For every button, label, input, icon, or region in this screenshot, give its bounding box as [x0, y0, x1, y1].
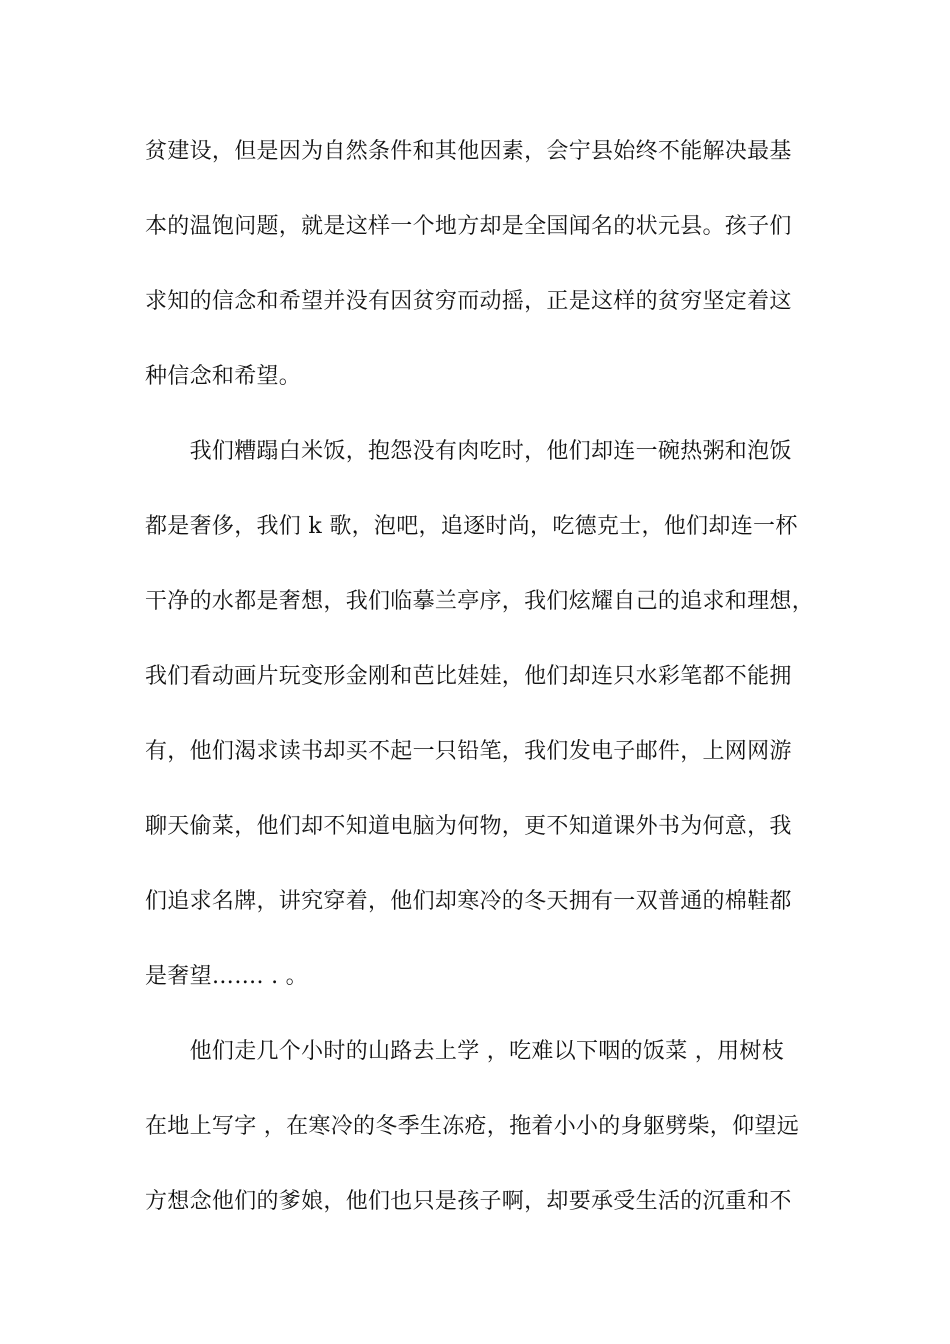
text-line: 是奢望……. . 。 [145, 964, 308, 989]
text-line: 我们糟蹋白米饭，抱怨没有肉吃时，他们却连一碗热粥和泡饭 [145, 439, 792, 464]
text-line: 贫建设，但是因为自然条件和其他因素，会宁县始终不能解决最基 [145, 139, 792, 164]
text-line: 在地上写字 ，在寒冷的冬季生冻疮，拖着小小的身躯劈柴，仰望远 [145, 1114, 799, 1139]
text-line: 求知的信念和希望并没有因贫穷而动摇，正是这样的贫穷坚定着这 [145, 289, 792, 314]
text-line: 种信念和希望。 [145, 364, 302, 389]
text-line: 干净的水都是奢想，我们临摹兰亭序，我们炫耀自己的追求和理想， [145, 589, 815, 614]
text-line: 我们看动画片玩变形金刚和芭比娃娃，他们却连只水彩笔都不能拥 [145, 664, 792, 689]
text-line: 本的温饱问题，就是这样一个地方却是全国闻名的状元县。孩子们 [145, 214, 792, 239]
text-line: 有，他们渴求读书却买不起一只铅笔，我们发电子邮件，上网网游 [145, 739, 792, 764]
text-line: 聊天偷菜，他们却不知道电脑为何物，更不知道课外书为何意，我 [145, 814, 792, 839]
text-line: 们追求名牌，讲究穿着，他们却寒冷的冬天拥有一双普通的棉鞋都 [145, 889, 792, 914]
text-line: 他们走几个小时的山路去上学 ，吃难以下咽的饭菜 ，用树枝 [145, 1039, 784, 1064]
text-line: 方想念他们的爹娘，他们也只是孩子啊，却要承受生活的沉重和不 [145, 1189, 792, 1214]
text-line: 都是奢侈，我们 k 歌，泡吧，追逐时尚，吃德克士，他们却连一杯 [145, 514, 798, 539]
